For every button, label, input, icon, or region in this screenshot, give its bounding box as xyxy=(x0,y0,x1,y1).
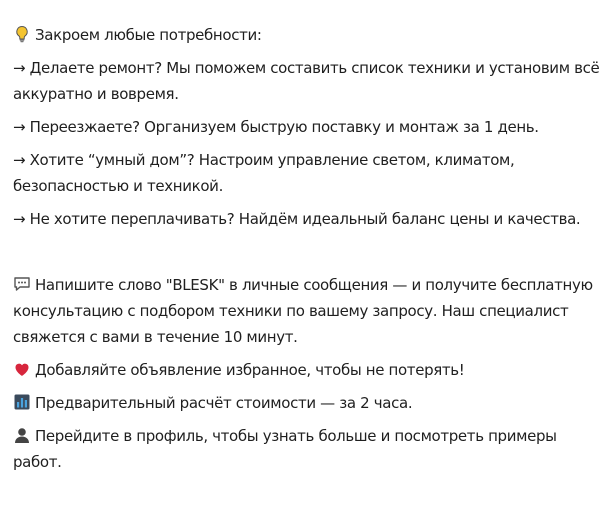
bullet-item: → Хотите “умный дом”? Настроим управление светом, климатом, безопасностью и техникой. xyxy=(13,151,515,195)
speech-bubble-icon xyxy=(13,275,31,293)
bullet-item: → Переезжаете? Организуем быструю поставку и монтаж за 1 день. xyxy=(13,118,539,136)
profile-text: Перейдите в профиль, чтобы узнать больше и посмотреть примеры работ. xyxy=(13,427,557,471)
light-bulb-icon xyxy=(13,25,31,43)
estimate-text: Предварительный расчёт стоимости — за 2 часа. xyxy=(35,394,413,412)
bullet-item: → Не хотите переплачивать? Найдём идеальный баланс цены и качества. xyxy=(13,210,581,228)
consultation-text: Напишите слово "BLESK" в личные сообщения — и получите бесплатную консультацию с подбором техники по вашему запросу. Наш специалист свяжется с вами в течение 10 минут. xyxy=(13,276,593,346)
intro-line xyxy=(13,22,605,48)
bar-chart-icon xyxy=(13,393,31,411)
estimate-note xyxy=(13,390,605,416)
red-heart-icon xyxy=(13,360,31,378)
consultation-note xyxy=(13,272,605,350)
favorite-text: Добавляйте объявление избранное, чтобы не потерять! xyxy=(35,361,465,379)
person-silhouette-icon xyxy=(13,426,31,444)
profile-note xyxy=(13,423,605,475)
favorite-note xyxy=(13,357,605,383)
intro-text: Закроем любые потребности: xyxy=(35,26,262,44)
bullet-item: → Делаете ремонт? Мы поможем составить список техники и установим всё аккуратно и вовремя. xyxy=(13,59,600,103)
post-body xyxy=(13,22,605,475)
